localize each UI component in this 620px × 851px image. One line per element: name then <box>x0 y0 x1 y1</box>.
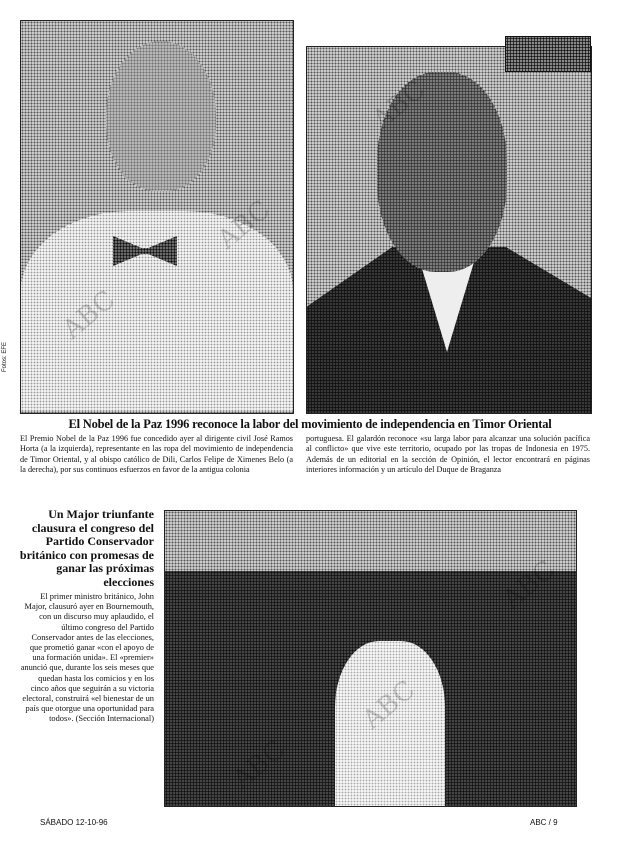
figure-white-dress <box>335 641 445 806</box>
photo-ximenes-belo <box>306 46 592 414</box>
figure-head <box>106 41 216 191</box>
photo-credit: Fotos: EFE <box>2 341 8 372</box>
photo-major-crowd <box>164 510 577 807</box>
top-headline: El Nobel de la Paz 1996 reconoce la labor del movimiento de independencia en Timor Oriental <box>68 417 552 431</box>
top-body-right: portuguesa. El galardón reconoce «su larga labor para alcanzar una solución pacífica al conflicto» que vive este territorio, ocupado por las tropas de Indonesia en 1975. Además de un editorial en la sección de Opinión, el lector encontrará en páginas interiores información y un artículo del Duque de Braganza <box>306 434 590 474</box>
footer-page: ABC / 9 <box>530 818 558 827</box>
figure-head <box>377 72 507 272</box>
second-story <box>18 508 154 725</box>
figure-shirt <box>21 211 293 411</box>
footer-date: SÁBADO 12-10-96 <box>40 818 108 827</box>
top-body-left: El Premio Nobel de la Paz 1996 fue concedido ayer al dirigente civil José Ramos Horta (a la izquierda), representante en las ropa del movimiento de independencia de Timor Oriental, y al obispo católico de Dili, Carlos Felipe de Ximenes Belo (a la derecha), por sus continuos esfuerzos en favor de la antigua colonia <box>20 434 293 474</box>
photo-ramos-horta <box>20 20 294 414</box>
section-logo <box>505 36 591 72</box>
second-body: El primer ministro británico, John Major, clausuró ayer en Bournemouth, con un discurso muy aplaudido, el último congreso del Partido Conservador antes de las elecciones, que prometió ganar «con el apoyo de una formación unida». El «premier» anunció que, durante los seis meses que quedan hasta los comicios y en los cinco años que seguirán a su victoria electoral, construirá «el bienestar de un país que otorgue una oportunidad para todos». (Sección Internacional) <box>20 592 154 724</box>
second-headline: Un Major triunfante clausura el congreso del Partido Conservador británico con promesas de ganar las próximas elecciones <box>19 507 154 589</box>
